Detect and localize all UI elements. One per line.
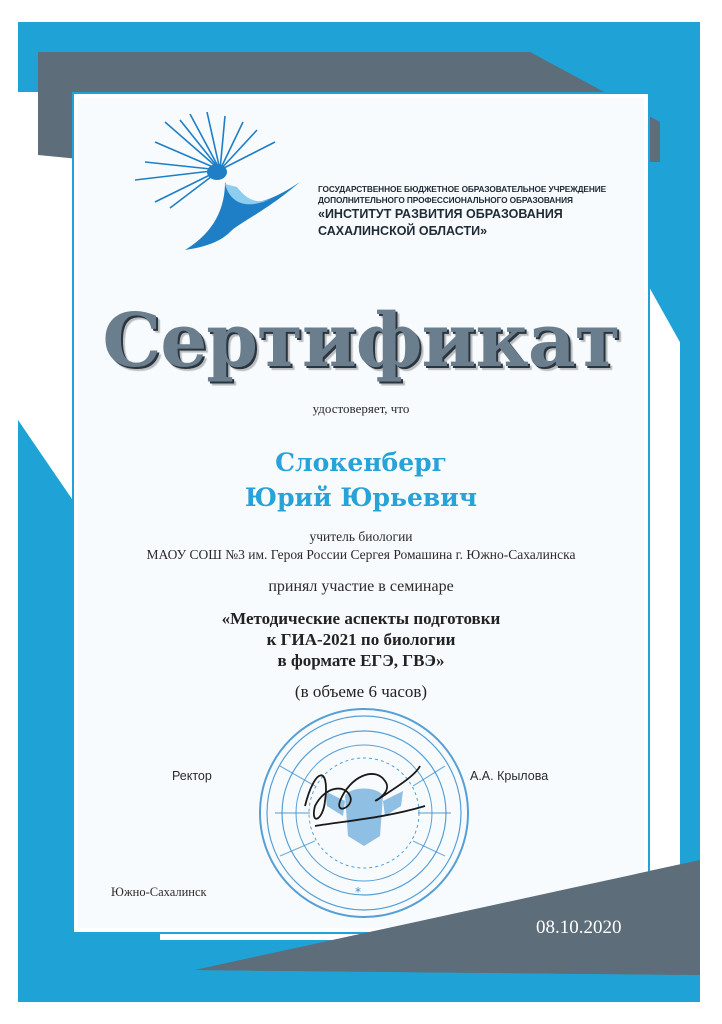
participation-text: принял участие в семинаре	[268, 578, 454, 595]
rector-label: Ректор	[172, 769, 212, 783]
organization-line-3: «ИНСТИТУТ РАЗВИТИЯ ОБРАЗОВАНИЯ	[318, 207, 563, 221]
rector-name: А.А. Крылова	[470, 769, 549, 783]
recipient-given-names: Юрий Юрьевич	[244, 483, 478, 512]
seminar-title-line-3: в формате ЕГЭ, ГВЭ»	[277, 651, 445, 670]
svg-text:*: *	[355, 885, 361, 899]
recipient-surname: Слокенберг	[275, 448, 447, 477]
issue-date: 08.10.2020	[536, 917, 622, 938]
organization-line-2: ДОПОЛНИТЕЛЬНОГО ПРОФЕССИОНАЛЬНОГО ОБРАЗОВАНИЯ	[318, 195, 573, 205]
organization-line-4: САХАЛИНСКОЙ ОБЛАСТИ»	[318, 224, 488, 238]
recipient-school: МАОУ СОШ №3 им. Героя России Сергея Ромашина г. Южно-Сахалинска	[146, 547, 576, 562]
recipient-position: учитель биологии	[309, 529, 413, 544]
certifies-text: удостоверяет, что	[312, 401, 410, 416]
seminar-volume: (в объеме 6 часов)	[294, 682, 428, 701]
certificate-title: Сертификат	[102, 298, 620, 384]
official-stamp	[255, 706, 473, 920]
organization-line-1: ГОСУДАРСТВЕННОЕ БЮДЖЕТНОЕ ОБРАЗОВАТЕЛЬНОЕ УЧРЕЖДЕНИЕ	[318, 184, 607, 194]
organization-block	[318, 184, 606, 240]
seminar-title-line-2: к ГИА-2021 по биологии	[266, 630, 456, 649]
seminar-title-line-1: «Методические аспекты подготовки	[221, 609, 501, 628]
city-label: Южно-Сахалинск	[111, 885, 207, 899]
institute-logo	[125, 112, 305, 252]
